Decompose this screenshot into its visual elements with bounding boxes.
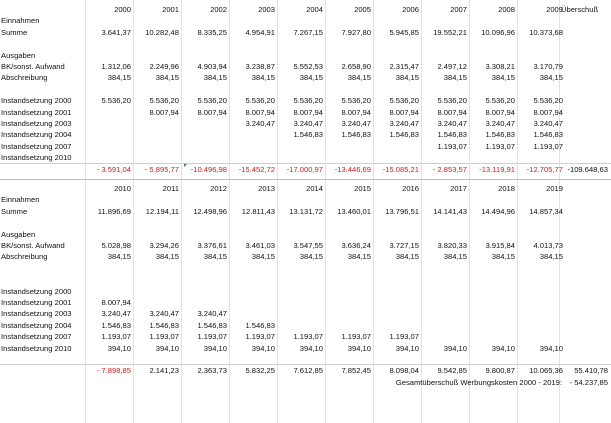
table-row	[0, 217, 611, 228]
row-label[interactable]: Einnahmen	[1, 16, 40, 26]
value-cell[interactable]: 3.641,37	[101, 27, 131, 37]
row-label[interactable]: Summe	[1, 206, 28, 216]
value-cell[interactable]: 394,10	[491, 343, 515, 353]
value-cell[interactable]: -12.705,77	[526, 164, 563, 174]
block-divider	[0, 179, 611, 180]
value-cell[interactable]: 384,15	[491, 252, 515, 262]
value-cell[interactable]: 2.315,47	[389, 62, 419, 71]
year-header[interactable]: 2017	[450, 184, 467, 193]
value-cell[interactable]: - 7.898,85	[96, 366, 131, 376]
value-cell[interactable]	[86, 118, 134, 129]
value-cell[interactable]: 5.832,25	[245, 366, 275, 376]
value-cell[interactable]: 3.294,26	[149, 241, 179, 250]
value-cell[interactable]: - 2.853,57	[432, 164, 467, 174]
table-row	[0, 141, 611, 152]
value-cell[interactable]: 10.096,96	[481, 27, 515, 37]
value-cell[interactable]: 1.312,06	[101, 62, 131, 71]
value-cell[interactable]: 394,10	[203, 343, 227, 353]
value-cell[interactable]: 10.282,48	[145, 27, 179, 37]
row-label[interactable]: Instandsetzung 2001	[1, 107, 72, 117]
row-label[interactable]: Instandsetzung 2007	[1, 141, 72, 151]
value-cell[interactable]: 13.131,72	[289, 206, 323, 216]
value-cell[interactable]: 7.267,15	[293, 27, 323, 37]
value-cell[interactable]: 13.796,51	[385, 206, 419, 216]
value-cell[interactable]: 8.007,94	[485, 107, 515, 117]
value-cell[interactable]: 394,10	[395, 343, 419, 353]
value-cell[interactable]	[182, 141, 230, 152]
value-cell[interactable]: 1.546,83	[389, 130, 419, 140]
value-cell[interactable]	[134, 118, 182, 129]
value-cell[interactable]: 1.193,07	[245, 332, 275, 342]
row-label[interactable]: Instandsetzung 2000	[1, 286, 72, 296]
value-cell[interactable]: 1.193,07	[389, 332, 419, 342]
value-cell[interactable]	[86, 107, 134, 118]
value-cell[interactable]: 1.193,07	[197, 332, 227, 342]
value-cell[interactable]: 3.820,33	[437, 241, 467, 250]
value-cell[interactable]: 384,15	[299, 252, 323, 262]
value-cell[interactable]: 1.193,07	[437, 141, 467, 151]
year-header[interactable]: 2014	[306, 184, 323, 193]
row-label[interactable]	[1, 38, 85, 49]
value-cell[interactable]: 5.536,20	[533, 96, 563, 106]
value-cell[interactable]	[230, 141, 278, 152]
value-cell[interactable]	[134, 141, 182, 152]
value-cell[interactable]: 3.915,84	[485, 241, 515, 250]
value-cell[interactable]: -13.119,91	[479, 164, 515, 174]
value-cell[interactable]: 8.007,94	[341, 107, 371, 117]
value-cell[interactable]: 8.007,94	[149, 107, 179, 117]
year-header[interactable]: 2008	[498, 5, 515, 14]
value-cell[interactable]: 8.007,94	[197, 107, 227, 117]
table-row	[0, 343, 611, 354]
table-row	[0, 240, 611, 251]
value-cell[interactable]: 384,15	[395, 73, 419, 83]
table-row	[0, 95, 611, 106]
value-cell[interactable]: 5.945,85	[389, 27, 419, 37]
value-cell[interactable]: 3.170,79	[533, 62, 563, 71]
value-cell[interactable]: 2.497,12	[437, 62, 467, 71]
value-cell[interactable]: 384,15	[443, 252, 467, 262]
value-cell[interactable]: 3.636,24	[341, 241, 371, 250]
summary-value[interactable]: - 54.237,85	[569, 377, 608, 387]
row-label[interactable]: Instandsetzung 2000	[1, 96, 72, 106]
value-cell[interactable]: 19.552,21	[433, 27, 467, 37]
value-cell[interactable]: -10.496,98	[190, 164, 227, 174]
value-cell[interactable]: 4.903,94	[197, 62, 227, 71]
value-cell[interactable]: 1.193,07	[293, 332, 323, 342]
summary-label[interactable]: Gesamtüberschuß Werbungskosten 2000 - 2019:	[395, 377, 562, 387]
value-cell[interactable]: -15.085,21	[382, 164, 419, 174]
table-row	[0, 50, 611, 61]
year-header[interactable]: 2006	[402, 5, 419, 14]
value-cell[interactable]: 3.547,55	[293, 241, 323, 250]
row-label[interactable]	[1, 263, 85, 274]
table-row	[0, 320, 611, 331]
table-row	[0, 84, 611, 95]
value-cell[interactable]: 5.536,20	[293, 96, 323, 106]
table-row	[0, 286, 611, 297]
row-label[interactable]	[1, 84, 85, 95]
value-cell[interactable]: 3.240,47	[197, 309, 227, 319]
value-cell[interactable]: 3.727,15	[389, 241, 419, 250]
table-row	[0, 38, 611, 49]
value-cell[interactable]: 11.896,69	[97, 206, 131, 216]
year-header-row	[0, 183, 611, 194]
year-header[interactable]: 2004	[306, 5, 323, 14]
value-cell[interactable]: 9.542,85	[437, 366, 467, 376]
row-label[interactable]: Instandsetzung 2001	[1, 298, 72, 307]
row-label[interactable]: BK/sonst. Aufwand	[1, 62, 65, 71]
value-cell[interactable]: 7.852,45	[341, 366, 371, 376]
value-cell[interactable]: 3.240,47	[101, 309, 131, 319]
value-cell[interactable]: 3.240,47	[533, 119, 563, 128]
value-cell[interactable]	[86, 141, 134, 152]
row-label[interactable]: Instandsetzung 2010	[1, 343, 72, 353]
table-row	[0, 365, 611, 376]
value-cell[interactable]: 8.007,94	[293, 107, 323, 117]
value-cell[interactable]: 8.007,94	[389, 107, 419, 117]
table-row	[0, 107, 611, 118]
value-cell[interactable]: 10.373,68	[529, 27, 563, 37]
value-cell[interactable]: 3.240,47	[245, 119, 275, 128]
row-label[interactable]	[1, 217, 85, 228]
value-cell[interactable]: 13.460,01	[337, 206, 371, 216]
value-cell[interactable]	[182, 129, 230, 140]
year-header[interactable]: 2016	[402, 184, 419, 193]
table-row	[0, 263, 611, 274]
value-cell[interactable]: 1.546,83	[245, 320, 275, 330]
value-cell[interactable]: 5.028,98	[101, 241, 131, 250]
value-cell[interactable]: 384,15	[251, 73, 275, 83]
value-cell[interactable]: 5.536,20	[149, 96, 179, 106]
value-cell[interactable]: 7.927,80	[341, 27, 371, 37]
table-row	[0, 297, 611, 308]
year-header[interactable]: 2009	[546, 5, 563, 14]
value-cell[interactable]: 1.193,07	[149, 332, 179, 342]
table-row	[0, 72, 611, 83]
value-cell[interactable]: 1.546,83	[197, 320, 227, 330]
value-cell[interactable]: 2.658,90	[341, 62, 371, 71]
row-label[interactable]: Ausgaben	[1, 229, 36, 239]
value-cell[interactable]: 384,15	[251, 252, 275, 262]
year-header[interactable]: 2019	[546, 184, 563, 193]
value-cell[interactable]: 1.546,83	[485, 130, 515, 140]
row-label[interactable]: BK/sonst. Aufwand	[1, 241, 65, 250]
value-cell[interactable]: 3.240,47	[293, 119, 323, 128]
value-cell[interactable]: 5.536,20	[197, 96, 227, 106]
value-cell[interactable]: 5.536,20	[485, 96, 515, 106]
surplus-total-cell[interactable]: -109.648,63	[567, 164, 608, 174]
value-cell[interactable]: 8.007,94	[101, 298, 131, 307]
value-cell[interactable]: 384,15	[347, 252, 371, 262]
year-header[interactable]: 2012	[210, 184, 227, 193]
surplus-header[interactable]: Überschuß	[561, 5, 599, 14]
value-cell[interactable]: 1.193,07	[101, 332, 131, 342]
value-cell[interactable]: 7.612,85	[293, 366, 323, 376]
table-row	[0, 206, 611, 217]
year-header[interactable]: 2001	[162, 5, 179, 14]
value-cell[interactable]: 394,10	[443, 343, 467, 353]
table-row	[0, 274, 611, 285]
value-cell[interactable]: 8.098,04	[389, 366, 419, 376]
value-cell[interactable]: 12.811,43	[241, 206, 275, 216]
table-row	[0, 15, 611, 26]
table-row	[0, 251, 611, 262]
year-header[interactable]: 2013	[258, 184, 275, 193]
value-cell[interactable]: 5.536,20	[437, 96, 467, 106]
value-cell[interactable]: 384,15	[539, 252, 563, 262]
row-label[interactable]: Instandsetzung 2010	[1, 153, 72, 163]
value-cell[interactable]: 14.494,96	[481, 206, 515, 216]
value-cell[interactable]: 394,10	[107, 343, 131, 353]
value-cell[interactable]: 384,15	[539, 73, 563, 83]
value-cell[interactable]: 8.335,25	[197, 27, 227, 37]
value-cell[interactable]: 4.013,73	[533, 241, 563, 250]
table-row	[0, 27, 611, 38]
row-label[interactable]	[1, 365, 85, 376]
value-cell[interactable]: 2.249,96	[149, 62, 179, 71]
table-row	[0, 194, 611, 205]
value-cell[interactable]: 3.240,47	[437, 119, 467, 128]
value-cell[interactable]	[182, 118, 230, 129]
value-cell[interactable]: - 3.591,04	[96, 164, 131, 174]
value-cell[interactable]: 3.240,47	[485, 119, 515, 128]
row-label[interactable]	[1, 164, 85, 175]
row-label[interactable]	[1, 274, 85, 285]
value-cell[interactable]	[326, 141, 374, 152]
value-cell[interactable]	[134, 129, 182, 140]
value-cell[interactable]: 1.193,07	[485, 141, 515, 151]
year-header[interactable]: 2002	[210, 5, 227, 14]
value-cell[interactable]: 12.498,96	[193, 206, 227, 216]
table-row	[0, 61, 611, 72]
year-header[interactable]: 2000	[114, 5, 131, 14]
value-cell[interactable]: 3.240,47	[389, 119, 419, 128]
value-cell[interactable]: 1.193,07	[533, 141, 563, 151]
value-cell[interactable]	[278, 141, 326, 152]
value-cell[interactable]: -17.000,97	[286, 164, 323, 174]
year-header-row	[0, 4, 611, 15]
value-cell[interactable]	[230, 129, 278, 140]
value-cell[interactable]: 1.546,83	[149, 320, 179, 330]
value-cell[interactable]: 384,15	[347, 73, 371, 83]
value-cell[interactable]: 3.240,47	[149, 309, 179, 319]
value-cell[interactable]: 12.194,11	[145, 206, 179, 216]
value-cell[interactable]: 384,15	[203, 252, 227, 262]
value-cell[interactable]: 3.238,87	[245, 62, 275, 71]
value-cell[interactable]: 5.536,20	[101, 96, 131, 106]
value-cell[interactable]: 384,15	[491, 73, 515, 83]
value-cell[interactable]: 8.007,94	[245, 107, 275, 117]
value-cell[interactable]: 8.007,94	[437, 107, 467, 117]
value-cell[interactable]: 8.007,94	[533, 107, 563, 117]
value-cell[interactable]: 384,15	[395, 252, 419, 262]
value-cell[interactable]: 384,15	[155, 252, 179, 262]
table-row	[0, 308, 611, 319]
value-cell[interactable]	[86, 129, 134, 140]
surplus-total-cell[interactable]: 55.410,78	[574, 366, 608, 376]
value-cell[interactable]: 1.546,83	[341, 130, 371, 140]
row-label[interactable]: Instandsetzung 2007	[1, 332, 72, 342]
row-label[interactable]: Instandsetzung 2004	[1, 130, 72, 140]
table-row	[0, 331, 611, 342]
value-cell[interactable]: 1.193,07	[341, 332, 371, 342]
year-header[interactable]: 2011	[162, 184, 179, 193]
year-header[interactable]: 2005	[354, 5, 371, 14]
year-header[interactable]: 2007	[450, 5, 467, 14]
row-label[interactable]: Ausgaben	[1, 50, 36, 60]
table-row	[0, 229, 611, 240]
year-header[interactable]: 2018	[498, 184, 515, 193]
value-cell[interactable]: 5.536,20	[341, 96, 371, 106]
value-cell[interactable]: 1.546,83	[533, 130, 563, 140]
value-cell[interactable]: 1.546,83	[101, 320, 131, 330]
value-cell[interactable]: 384,15	[107, 73, 131, 83]
table-row	[0, 118, 611, 129]
value-cell[interactable]: 4.954,91	[245, 27, 275, 37]
row-label[interactable]: Abschreibung	[1, 252, 48, 262]
value-cell[interactable]: 384,15	[203, 73, 227, 83]
value-cell[interactable]: 394,10	[299, 343, 323, 353]
value-cell[interactable]: 10.065,36	[529, 366, 563, 376]
value-cell[interactable]: 2.363,73	[197, 366, 227, 376]
value-cell[interactable]: 3.461,03	[245, 241, 275, 250]
value-cell[interactable]: 3.308,21	[485, 62, 515, 71]
year-header[interactable]: 2003	[258, 5, 275, 14]
value-cell[interactable]: 384,15	[443, 73, 467, 83]
value-cell[interactable]: 384,15	[155, 73, 179, 83]
value-cell[interactable]: 384,15	[299, 73, 323, 83]
value-cell[interactable]: 1.546,83	[293, 130, 323, 140]
value-cell[interactable]: 394,10	[155, 343, 179, 353]
row-label[interactable]: Instandsetzung 2004	[1, 320, 72, 330]
table-row	[0, 164, 611, 175]
row-label[interactable]: Einnahmen	[1, 195, 40, 205]
year-header[interactable]: 2015	[354, 184, 371, 193]
value-cell[interactable]: 1.546,83	[437, 130, 467, 140]
row-label[interactable]: Summe	[1, 27, 28, 37]
value-cell[interactable]: 2.141,23	[149, 366, 179, 376]
value-cell[interactable]: -15.452,72	[238, 164, 275, 174]
table-row	[0, 129, 611, 140]
value-cell[interactable]	[374, 141, 422, 152]
value-cell[interactable]: 394,10	[251, 343, 275, 353]
cell-comment-marker[interactable]	[184, 164, 187, 167]
value-cell[interactable]: 9.800,87	[485, 366, 515, 376]
row-label[interactable]: Instandsetzung 2003	[1, 309, 72, 319]
year-header[interactable]: 2010	[114, 184, 131, 193]
value-cell[interactable]: - 5.895,77	[144, 164, 179, 174]
value-cell[interactable]: 5.552,53	[293, 62, 323, 71]
value-cell[interactable]: 14.141,43	[433, 206, 467, 216]
value-cell[interactable]: 5.536,20	[245, 96, 275, 106]
row-label[interactable]: Instandsetzung 2003	[1, 119, 72, 128]
value-cell[interactable]: 3.240,47	[341, 119, 371, 128]
value-cell[interactable]: 3.376,61	[197, 241, 227, 250]
row-label[interactable]: Abschreibung	[1, 73, 48, 83]
value-cell[interactable]: 394,10	[347, 343, 371, 353]
summary-row	[0, 377, 611, 388]
value-cell[interactable]: 384,15	[107, 252, 131, 262]
value-cell[interactable]: -13.446,69	[334, 164, 371, 174]
value-cell[interactable]: 394,10	[539, 343, 563, 353]
value-cell[interactable]: 14.857,34	[529, 206, 563, 216]
value-cell[interactable]: 5.536,20	[389, 96, 419, 106]
